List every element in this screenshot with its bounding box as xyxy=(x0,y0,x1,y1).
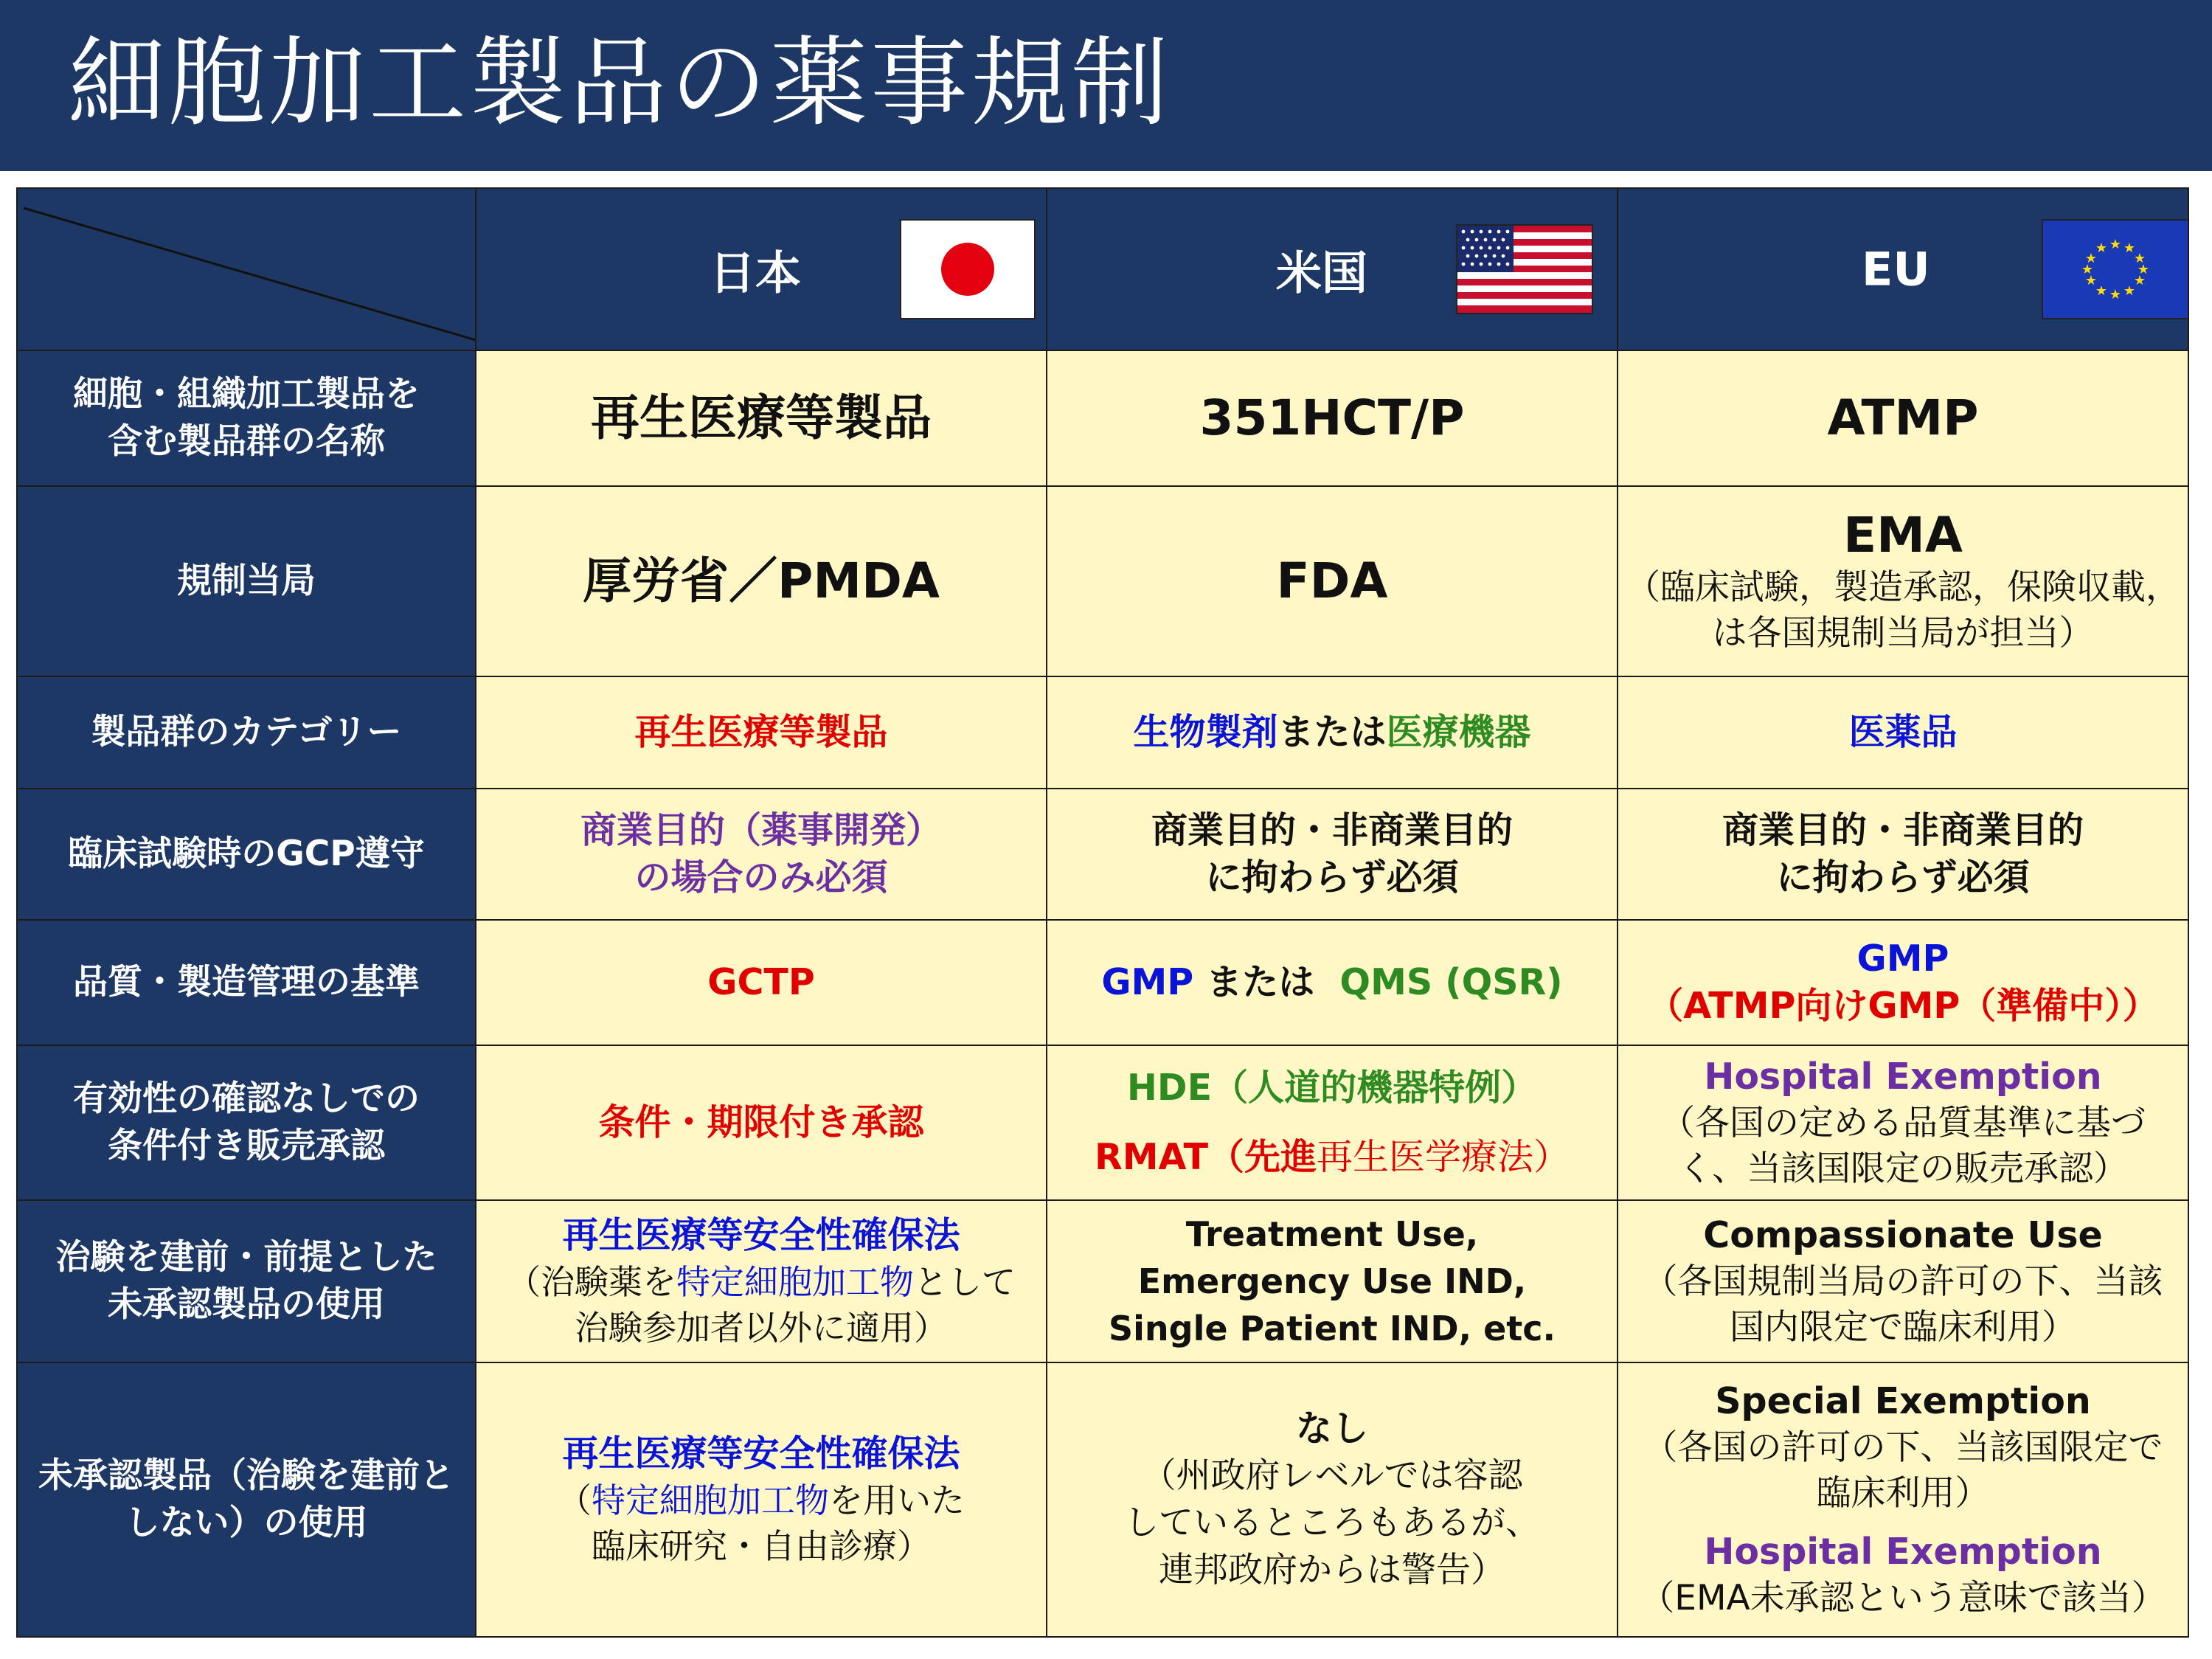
eu-gmp: GMP xyxy=(1856,938,1949,980)
eu-note: （臨床試験，製造承認，保険収載， は各国規制当局が担当） xyxy=(1626,567,2180,654)
eu-title-hospital: Hospital Exemption xyxy=(1704,1531,2102,1573)
eu-cell xyxy=(1618,1200,2188,1362)
japan-cell: 再生医療等製品 xyxy=(476,676,1047,789)
svg-text:★: ★ xyxy=(2123,283,2136,299)
japan-note-c: を用いた 臨床研究・自由診療） xyxy=(592,1480,965,1566)
comparison-table xyxy=(16,187,2189,1638)
row-label: 有効性の確認なしでの 条件付き販売承認 xyxy=(17,1045,476,1200)
us-title: なし xyxy=(1295,1407,1368,1450)
row-conditional-approval xyxy=(17,1045,2188,1200)
svg-text:★: ★ xyxy=(2137,262,2150,277)
eu-cell xyxy=(1618,486,2188,676)
us-part-or: または xyxy=(1193,961,1340,1003)
row-unapproved-use xyxy=(17,1362,2188,1637)
header-eu-label: EU xyxy=(1862,242,1930,297)
japan-note-b: 特定細胞加工物 xyxy=(592,1480,829,1520)
japan-cell: GCTP xyxy=(476,920,1047,1045)
row-regulator xyxy=(17,486,2188,676)
header-row xyxy=(17,188,2188,350)
japan-note-a: （ xyxy=(558,1480,592,1520)
svg-text:★: ★ xyxy=(2095,283,2108,299)
svg-text:★: ★ xyxy=(2109,287,2122,302)
row-product-name xyxy=(17,350,2188,486)
svg-text:★: ★ xyxy=(2109,237,2122,252)
us-cell xyxy=(1047,1045,1618,1200)
us-cell: FDA xyxy=(1047,486,1618,676)
corner-cell xyxy=(17,188,476,350)
eu-flag-icon xyxy=(2042,219,2188,319)
us-part-qms: QMS (QSR) xyxy=(1339,961,1563,1003)
us-rmat xyxy=(1052,1134,1612,1181)
row-label: 細胞・組織加工製品を 含む製品群の名称 xyxy=(17,350,476,486)
eu-note: （各国の定める品質基準に基づ く、当該国限定の販売承認） xyxy=(1660,1103,2146,1189)
us-part-biologics: 生物製剤 xyxy=(1133,711,1278,753)
eu-title-special: Special Exemption xyxy=(1715,1380,2091,1422)
japan-cell xyxy=(476,1362,1047,1637)
japan-flag-icon xyxy=(900,219,1036,319)
eu-cell: ATMP xyxy=(1618,350,2188,486)
header-japan-label: 日本 xyxy=(710,246,802,300)
eu-title: EMA xyxy=(1843,507,1963,564)
us-rmat-a: RMAT（先進 xyxy=(1094,1136,1317,1178)
us-part-device: 医療機器 xyxy=(1386,711,1531,753)
eu-cell xyxy=(1618,1362,2188,1637)
us-cell xyxy=(1047,676,1618,789)
svg-text:★: ★ xyxy=(2084,273,2098,288)
us-cell: 商業目的・非商業目的 に拘わらず必須 xyxy=(1047,789,1618,920)
us-hde: HDE（人道的機器特例） xyxy=(1126,1067,1538,1109)
row-gcp xyxy=(17,789,2188,920)
row-label: 規制当局 xyxy=(17,486,476,676)
japan-title: 再生医療等安全性確保法 xyxy=(562,1433,960,1475)
row-label: 治験を建前・前提とした 未承認製品の使用 xyxy=(17,1200,476,1362)
us-cell xyxy=(1047,920,1618,1045)
japan-cell xyxy=(476,1200,1047,1362)
svg-text:★: ★ xyxy=(2084,251,2098,266)
header-us xyxy=(1047,188,1618,350)
japan-note-c: として 治験参加者以外に適用） xyxy=(575,1262,1016,1348)
page-title: 細胞加工製品の薬事規制 xyxy=(68,27,1171,140)
us-note: （州政府レベルでは容認 しているところもあるが、 連邦政府からは警告） xyxy=(1124,1455,1540,1590)
eu-title: Hospital Exemption xyxy=(1704,1056,2102,1098)
diagonal-line xyxy=(18,189,476,350)
svg-text:★: ★ xyxy=(2081,262,2094,277)
eu-cell: 医薬品 xyxy=(1618,676,2188,789)
japan-note-b: 特定細胞加工物 xyxy=(676,1262,914,1302)
japan-cell: 厚労省／PMDA xyxy=(476,486,1047,676)
eu-cell: 商業目的・非商業目的 に拘わらず必須 xyxy=(1618,789,2188,920)
us-flag-icon xyxy=(1456,224,1593,314)
row-label: 品質・製造管理の基準 xyxy=(17,920,476,1045)
row-label: 製品群のカテゴリー xyxy=(17,676,476,789)
us-part-gmp: GMP xyxy=(1101,961,1194,1003)
row-label: 未承認製品（治験を建前と しない）の使用 xyxy=(17,1362,476,1637)
row-investigational-use xyxy=(17,1200,2188,1362)
header-us-label: 米国 xyxy=(1276,246,1368,300)
svg-text:★: ★ xyxy=(2095,240,2108,256)
japan-note xyxy=(481,1259,1041,1351)
us-part-or: または xyxy=(1277,711,1387,753)
japan-cell: 再生医療等製品 xyxy=(476,350,1047,486)
us-cell xyxy=(1047,1362,1618,1637)
svg-text:★: ★ xyxy=(2133,251,2146,266)
japan-cell: 商業目的（薬事開発） の場合のみ必須 xyxy=(476,789,1047,920)
eu-atmp-gmp: （ATMP向けGMP（準備中）） xyxy=(1647,985,2159,1027)
eu-cell xyxy=(1618,1045,2188,1200)
japan-note xyxy=(481,1478,1041,1569)
japan-note-a: （治験薬を xyxy=(507,1262,676,1302)
row-category xyxy=(17,676,2188,789)
eu-note: （各国規制当局の許可の下、当該 国内限定で臨床利用） xyxy=(1643,1261,2163,1348)
us-rmat-b: 再生医学療法） xyxy=(1317,1136,1570,1178)
eu-note-special: （各国の許可の下、当該国限定で 臨床利用） xyxy=(1643,1427,2163,1514)
eu-cell xyxy=(1618,920,2188,1045)
us-cell: Treatment Use, Emergency Use IND, Single Patient IND, etc. xyxy=(1047,1200,1618,1362)
header-eu xyxy=(1618,188,2188,350)
svg-text:★: ★ xyxy=(2123,240,2136,256)
japan-cell: 条件・期限付き承認 xyxy=(476,1045,1047,1200)
svg-text:★: ★ xyxy=(2133,273,2146,288)
header-japan xyxy=(476,188,1047,350)
eu-title: Compassionate Use xyxy=(1703,1214,2103,1256)
eu-note-hospital: （EMA未承認という意味で該当） xyxy=(1640,1578,2166,1618)
japan-title: 再生医療等安全性確保法 xyxy=(562,1214,960,1256)
us-cell: 351HCT/P xyxy=(1047,350,1618,486)
title-bar xyxy=(0,0,2212,171)
row-label: 臨床試験時のGCP遵守 xyxy=(17,789,476,920)
row-quality-standard xyxy=(17,920,2188,1045)
